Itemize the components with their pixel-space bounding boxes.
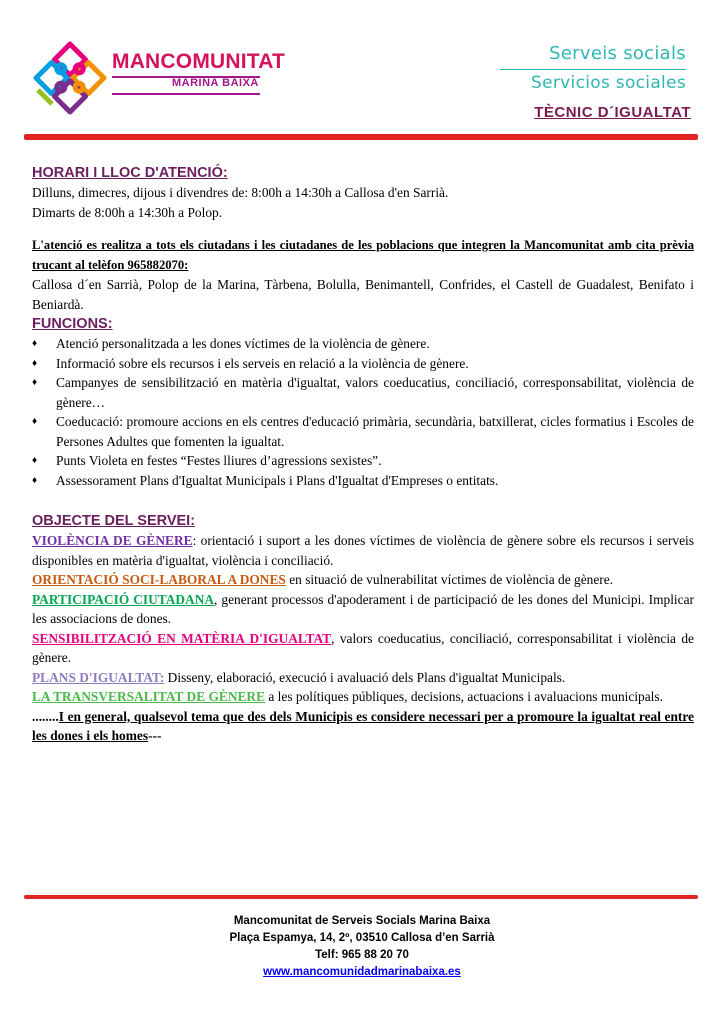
footer-address: Plaça Espamya, 14, 2º, 03510 Callosa d’en Sarrià: [229, 932, 495, 944]
atencio-notice: L'atenció es realitza a tots els ciutadans i les ciutadanes de les poblacions que integren la Mancomunitat amb cita prèvia trucant al telèfon 965882070:: [32, 238, 694, 272]
brand-name: MANCOMUNITAT: [112, 50, 286, 73]
brand-divider-bottom: [112, 93, 260, 95]
objecte-item-sensibilitzacio: SENSIBILITZACIÓ EN MATÈRIA D'IGUALTAT, valors coeducatius, conciliació, corresponsabilitat i violència de gènere.: [32, 630, 694, 665]
objecte-item-violencia: VIOLÈNCIA DE GÈNERE: orientació i suport a les dones víctimes de violència de gènere sobre els recursos i serveis disponibles en matèria d'igualtat, violència i conciliació.: [32, 533, 694, 568]
horari-line-1: Dilluns, dimecres, dijous i divendres de: 8:00h a 14:30h a Callosa d'en Sarrià.: [32, 185, 449, 200]
list-item: ♦ Punts Violeta en festes “Festes lliures d’agressions sexistes”.: [32, 451, 694, 471]
servicios-sociales-label: Servicios sociales: [531, 73, 686, 93]
objecte-item-transversalitat: LA TRANSVERSALITAT DE GÈNERE a les polítiques públiques, decisions, actuacions i avaluacions municipals.: [32, 689, 663, 704]
puzzle-logo-icon: [30, 38, 110, 118]
list-item: ♦ Campanyes de sensibilització en matèria d'igualtat, valors coeducatius, conciliació, corresponsabilitat, violència de gènere…: [32, 375, 694, 410]
page-title: TÈCNIC D´IGUALTAT: [534, 104, 691, 121]
footer-rule: [24, 895, 698, 899]
diamond-bullet-icon: ♦: [32, 455, 38, 466]
diamond-bullet-icon: ♦: [32, 357, 38, 369]
footer-org-name: Mancomunitat de Serveis Socials Marina Baixa: [233, 915, 491, 927]
serveis-socials-label: Serveis socials: [549, 43, 686, 64]
list-item: ♦ Informació sobre els recursos i els serveis en relació a la violència de gènere.: [32, 354, 694, 374]
horari-line-2: Dimarts de 8:00h a 14:30h a Polop.: [32, 204, 223, 220]
footer-phone: Telf: 965 88 20 70: [315, 949, 409, 961]
list-item: ♦ Coeducació: promoure accions en els centres d'educació primària, secundària, batxillerat, cicles formatius i Escoles de Persones Adultes que fomenten la igualtat.: [32, 414, 694, 449]
list-item: ♦ Atenció personalitzada a les dones víctimes de la violència de gènere.: [32, 334, 694, 354]
objecte-item-plans: PLANS D'IGUALTAT: Disseny, elaboració, execució i avaluació dels Plans d'igualtat Municipals.: [32, 669, 566, 685]
horari-heading: HORARI I LLOC D'ATENCIÓ:: [32, 165, 228, 181]
serveis-divider: [500, 69, 686, 70]
atencio-towns: Callosa d´en Sarrià, Polop de la Marina, Tàrbena, Bolulla, Benimantell, Confrides, el Castell de Guadalest, Benifato i Beniardà.: [32, 277, 694, 312]
footer: [0, 913, 724, 981]
footer-website-link[interactable]: www.mancomunidadmarinabaixa.es: [263, 966, 461, 978]
objecte-heading: OBJECTE DEL SERVEI:: [32, 513, 196, 529]
objecte-item-orientacio: ORIENTACIÓ SOCI-LABORAL A DONES en situació de vulnerabilitat víctimes de violència de gènere.: [32, 572, 614, 587]
diamond-bullet-icon: ♦: [32, 474, 38, 486]
objecte-item-participacio: PARTICIPACIÓ CIUTADANA, generant processos d'apoderament i de participació de les dones del Municipi. Implicar les associacions de dones.: [32, 591, 694, 626]
header-rule: [24, 134, 698, 140]
diamond-bullet-icon: ♦: [32, 338, 38, 349]
diamond-bullet-icon: ♦: [32, 377, 38, 388]
funcions-heading: FUNCIONS:: [32, 316, 113, 332]
funcions-list: [32, 334, 694, 490]
list-item: ♦ Assessorament Plans d'Igualtat Municipals i Plans d'Igualtat d'Empreses o entitats.: [32, 471, 694, 491]
document-body: [32, 163, 694, 746]
diamond-bullet-icon: ♦: [32, 416, 38, 427]
closing-statement: ........I en general, qualsevol tema que des dels Municipis es considere necessari per a promoure la igualtat real entre les dones i els homes---: [32, 708, 694, 743]
brand-subtitle: MARINA BAIXA: [172, 77, 259, 89]
